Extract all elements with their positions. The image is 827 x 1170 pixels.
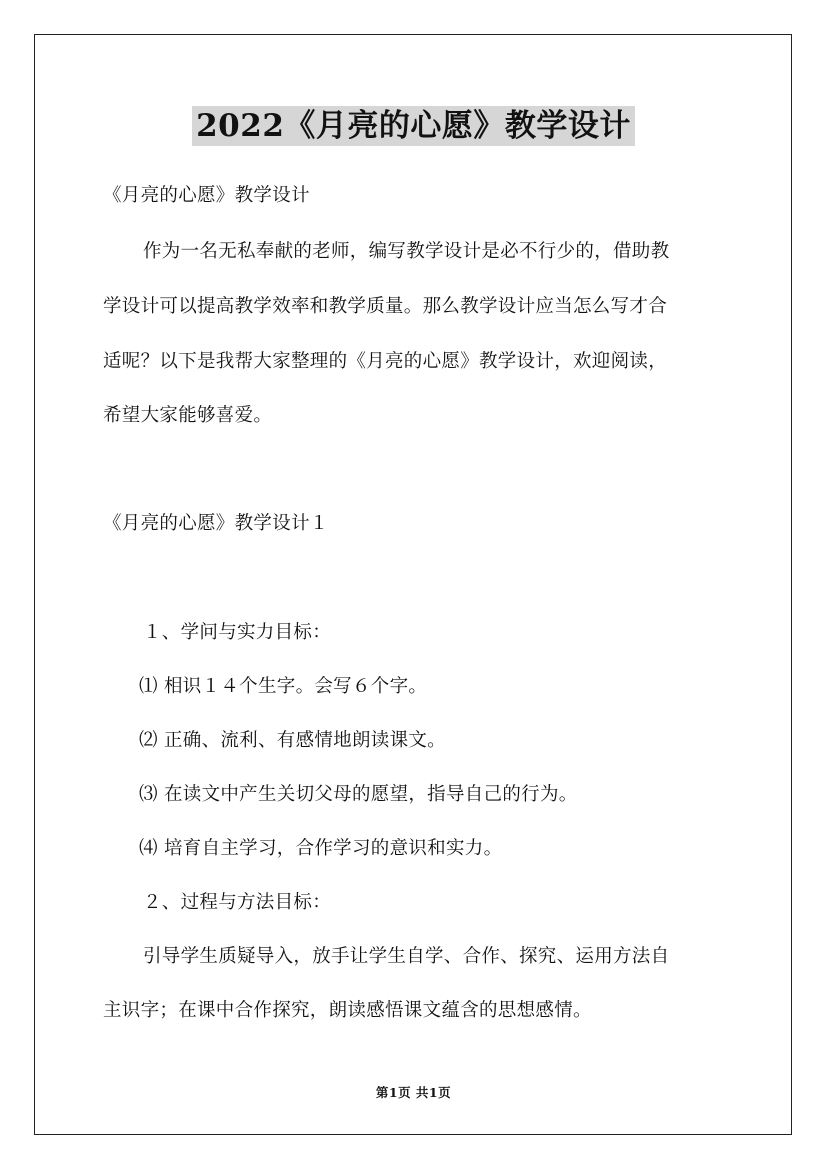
goal2-heading: ２、过程与方法目标： [143, 892, 332, 913]
goal2-line-1: 引导学生质疑导入，放手让学生自学、合作、探究、运用方法自 [143, 946, 670, 967]
document-title [0, 100, 827, 145]
intro-line-2: 学设计可以提高教学效率和教学质量。那么教学设计应当怎么写才合 [103, 296, 668, 317]
goal1-item-2: ⑵ 正确、流利、有感情地朗读课文。 [139, 730, 446, 751]
goal1-item-4: ⑷ 培育自主学习，合作学习的意识和实力。 [139, 838, 503, 859]
goal1-item-3: ⑶ 在读文中产生关切父母的愿望，指导自己的行为。 [139, 784, 578, 805]
goal2-line-2: 主识字；在课中合作探究，朗读感悟课文蕴含的思想感情。 [103, 1000, 592, 1021]
intro-line-4: 希望大家能够喜爱。 [103, 405, 273, 426]
page-footer: 第1页 共1页 [375, 1085, 452, 1100]
document-subtitle: 《月亮的心愿》教学设计 [103, 185, 310, 206]
goal1-item-1: ⑴ 相识１４个生字。会写６个字。 [139, 676, 428, 697]
goal1-heading: １、学问与实力目标： [143, 622, 332, 643]
document-title-text: 2022《月亮的心愿》教学设计 [192, 106, 635, 146]
section-heading: 《月亮的心愿》教学设计１ [103, 513, 329, 534]
intro-line-1: 作为一名无私奉献的老师，编写教学设计是必不行少的，借助教 [143, 241, 670, 262]
intro-line-3: 适呢？以下是我帮大家整理的《月亮的心愿》教学设计，欢迎阅读， [103, 351, 668, 372]
